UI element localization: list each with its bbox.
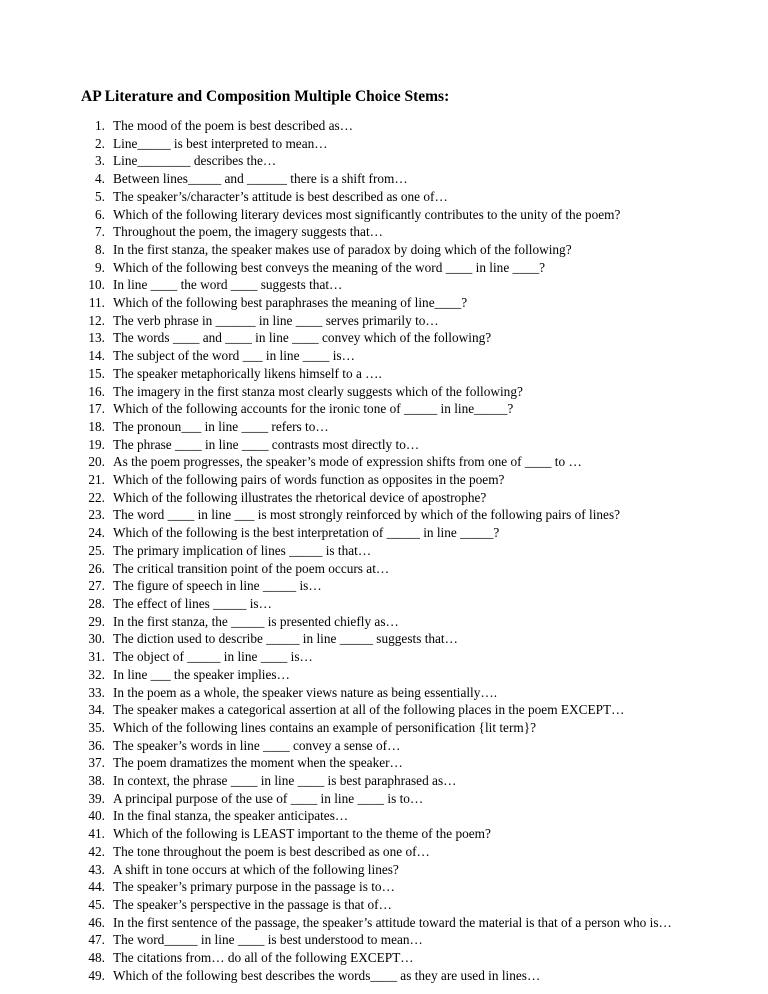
item-number: 42.	[88, 843, 105, 859]
item-number: 3.	[95, 153, 105, 169]
item-text: The word ____ in line ___ is most strongly reinforced by which of the following pairs of lines?	[113, 507, 621, 523]
item-number: 31.	[88, 649, 105, 665]
item-number: 47.	[88, 932, 105, 948]
list-item	[81, 453, 721, 471]
item-text: Which of the following illustrates the rhetorical device of apostrophe?	[113, 489, 487, 505]
item-number: 40.	[88, 808, 105, 824]
item-number: 20.	[88, 454, 105, 470]
list-item	[81, 276, 721, 294]
item-text: The diction used to describe _____ in line _____ suggests that…	[113, 631, 458, 647]
item-text: The speaker makes a categorical assertion at all of the following places in the poem EXCEPT…	[113, 702, 625, 718]
item-text: The poem dramatizes the moment when the speaker…	[113, 755, 403, 771]
item-number: 13.	[88, 330, 105, 346]
list-item	[81, 648, 721, 666]
list-item	[81, 152, 721, 170]
item-text: The speaker metaphorically likens himself to a ….	[113, 365, 382, 381]
item-text: Which of the following best conveys the meaning of the word ____ in line ____?	[113, 259, 546, 275]
list-item	[81, 613, 721, 631]
item-text: In the first sentence of the passage, the speaker’s attitude toward the material is that of a person who is…	[113, 914, 672, 930]
list-item	[81, 135, 721, 153]
list-item	[81, 312, 721, 330]
item-number: 33.	[88, 684, 105, 700]
item-number: 44.	[88, 879, 105, 895]
list-item	[81, 630, 721, 648]
item-number: 9.	[95, 259, 105, 275]
list-item	[81, 790, 721, 808]
list-item	[81, 807, 721, 825]
list-item	[81, 949, 721, 967]
item-text: The words ____ and ____ in line ____ convey which of the following?	[113, 330, 492, 346]
item-number: 4.	[95, 171, 105, 187]
list-item	[81, 294, 721, 312]
item-text: The mood of the poem is best described as…	[113, 118, 354, 133]
list-item	[81, 188, 721, 206]
item-text: Throughout the poem, the imagery suggests that…	[113, 224, 383, 240]
list-item	[81, 931, 721, 949]
item-text: In line ____ the word ____ suggests that…	[113, 277, 343, 293]
list-item	[81, 896, 721, 914]
item-number: 12.	[88, 312, 105, 328]
item-number: 46.	[88, 914, 105, 930]
list-item	[81, 719, 721, 737]
item-text: Between lines_____ and ______ there is a shift from…	[113, 171, 408, 187]
list-item	[81, 666, 721, 684]
item-number: 30.	[88, 631, 105, 647]
item-number: 21.	[88, 472, 105, 488]
item-text: The primary implication of lines _____ is that…	[113, 542, 372, 558]
item-number: 43.	[88, 861, 105, 877]
item-number: 41.	[88, 826, 105, 842]
item-text: Which of the following pairs of words function as opposites in the poem?	[113, 472, 505, 488]
list-item	[81, 542, 721, 560]
list-item	[81, 560, 721, 578]
item-text: As the poem progresses, the speaker’s mode of expression shifts from one of ____ to …	[113, 454, 582, 470]
list-item	[81, 878, 721, 896]
item-number: 17.	[88, 401, 105, 417]
item-text: Which of the following is LEAST important to the theme of the poem?	[113, 826, 491, 842]
item-text: In the final stanza, the speaker anticipates…	[113, 808, 349, 824]
item-text: The pronoun___ in line ____ refers to…	[113, 418, 329, 434]
item-number: 49.	[88, 967, 105, 983]
item-number: 8.	[95, 241, 105, 257]
item-number: 27.	[88, 578, 105, 594]
item-text: The speaker’s words in line ____ convey a sense of…	[113, 737, 401, 753]
item-text: In context, the phrase ____ in line ____ is best paraphrased as…	[113, 773, 457, 789]
item-text: In the first stanza, the _____ is presented chiefly as…	[113, 613, 399, 629]
item-text: Which of the following is the best interpretation of _____ in line _____?	[113, 525, 500, 541]
item-text: The phrase ____ in line ____ contrasts most directly to…	[113, 436, 420, 452]
list-item	[81, 577, 721, 595]
list-item	[81, 117, 721, 135]
item-text: The imagery in the first stanza most clearly suggests which of the following?	[113, 383, 523, 399]
item-number: 10.	[88, 277, 105, 293]
list-item	[81, 595, 721, 613]
list-item	[81, 772, 721, 790]
item-text: Which of the following best describes the words____ as they are used in lines…	[113, 967, 541, 983]
item-number: 14.	[88, 348, 105, 364]
item-number: 26.	[88, 560, 105, 576]
item-text: The object of _____ in line ____ is…	[113, 649, 313, 665]
list-item	[81, 329, 721, 347]
item-text: The verb phrase in ______ in line ____ serves primarily to…	[113, 312, 439, 328]
list-item	[81, 701, 721, 719]
item-text: A principal purpose of the use of ____ in line ____ is to…	[113, 790, 424, 806]
item-number: 37.	[88, 755, 105, 771]
question-stem-list	[81, 117, 721, 984]
item-number: 22.	[88, 489, 105, 505]
list-item	[81, 967, 721, 985]
item-text: The tone throughout the poem is best described as one of…	[113, 843, 430, 859]
page-title: AP Literature and Composition Multiple Choice Stems:	[81, 88, 450, 105]
item-text: The effect of lines _____ is…	[113, 595, 272, 611]
list-item	[81, 365, 721, 383]
item-number: 1.	[95, 118, 105, 133]
item-text: The citations from… do all of the following EXCEPT…	[113, 950, 414, 966]
list-item	[81, 241, 721, 259]
item-number: 28.	[88, 595, 105, 611]
list-item	[81, 737, 721, 755]
list-item	[81, 489, 721, 507]
list-item	[81, 861, 721, 879]
item-text: The speaker’s/character’s attitude is best described as one of…	[113, 188, 448, 204]
list-item	[81, 206, 721, 224]
list-item	[81, 400, 721, 418]
list-item	[81, 524, 721, 542]
item-number: 36.	[88, 737, 105, 753]
list-item	[81, 436, 721, 454]
item-number: 11.	[88, 295, 105, 311]
list-item	[81, 418, 721, 436]
list-item	[81, 259, 721, 277]
item-text: The critical transition point of the poem occurs at…	[113, 560, 390, 576]
list-item	[81, 347, 721, 365]
list-item	[81, 843, 721, 861]
item-number: 5.	[95, 188, 105, 204]
item-text: Which of the following best paraphrases the meaning of line____?	[113, 295, 468, 311]
item-text: Which of the following accounts for the ironic tone of _____ in line_____?	[113, 401, 514, 417]
item-text: Line________ describes the…	[113, 153, 277, 169]
item-number: 15.	[88, 365, 105, 381]
list-item	[81, 506, 721, 524]
item-number: 25.	[88, 542, 105, 558]
list-item	[81, 825, 721, 843]
item-text: In the poem as a whole, the speaker views nature as being essentially….	[113, 684, 498, 700]
item-text: The speaker’s primary purpose in the passage is to…	[113, 879, 395, 895]
item-number: 32.	[88, 666, 105, 682]
item-text: A shift in tone occurs at which of the following lines?	[113, 861, 399, 877]
item-number: 38.	[88, 773, 105, 789]
item-number: 34.	[88, 702, 105, 718]
item-number: 18.	[88, 418, 105, 434]
item-text: The figure of speech in line _____ is…	[113, 578, 322, 594]
item-text: Which of the following literary devices most significantly contributes to the unity of the poem?	[113, 206, 621, 222]
item-text: The speaker’s perspective in the passage is that of…	[113, 896, 392, 912]
item-number: 48.	[88, 950, 105, 966]
list-item	[81, 223, 721, 241]
item-number: 39.	[88, 790, 105, 806]
item-number: 16.	[88, 383, 105, 399]
item-text: In the first stanza, the speaker makes use of paradox by doing which of the following?	[113, 241, 572, 257]
item-number: 35.	[88, 719, 105, 735]
item-number: 29.	[88, 613, 105, 629]
item-number: 23.	[88, 507, 105, 523]
list-item	[81, 914, 721, 932]
item-number: 2.	[95, 135, 105, 151]
item-number: 7.	[95, 224, 105, 240]
item-text: Line_____ is best interpreted to mean…	[113, 135, 328, 151]
item-number: 19.	[88, 436, 105, 452]
item-text: Which of the following lines contains an example of personification {lit term}?	[113, 719, 537, 735]
list-item	[81, 170, 721, 188]
list-item	[81, 754, 721, 772]
list-item	[81, 684, 721, 702]
list-item	[81, 383, 721, 401]
item-text: The word_____ in line ____ is best understood to mean…	[113, 932, 423, 948]
item-text: In line ___ the speaker implies…	[113, 666, 290, 682]
item-number: 24.	[88, 525, 105, 541]
item-number: 45.	[88, 896, 105, 912]
list-item	[81, 471, 721, 489]
item-text: The subject of the word ___ in line ____ is…	[113, 348, 355, 364]
item-number: 6.	[95, 206, 105, 222]
